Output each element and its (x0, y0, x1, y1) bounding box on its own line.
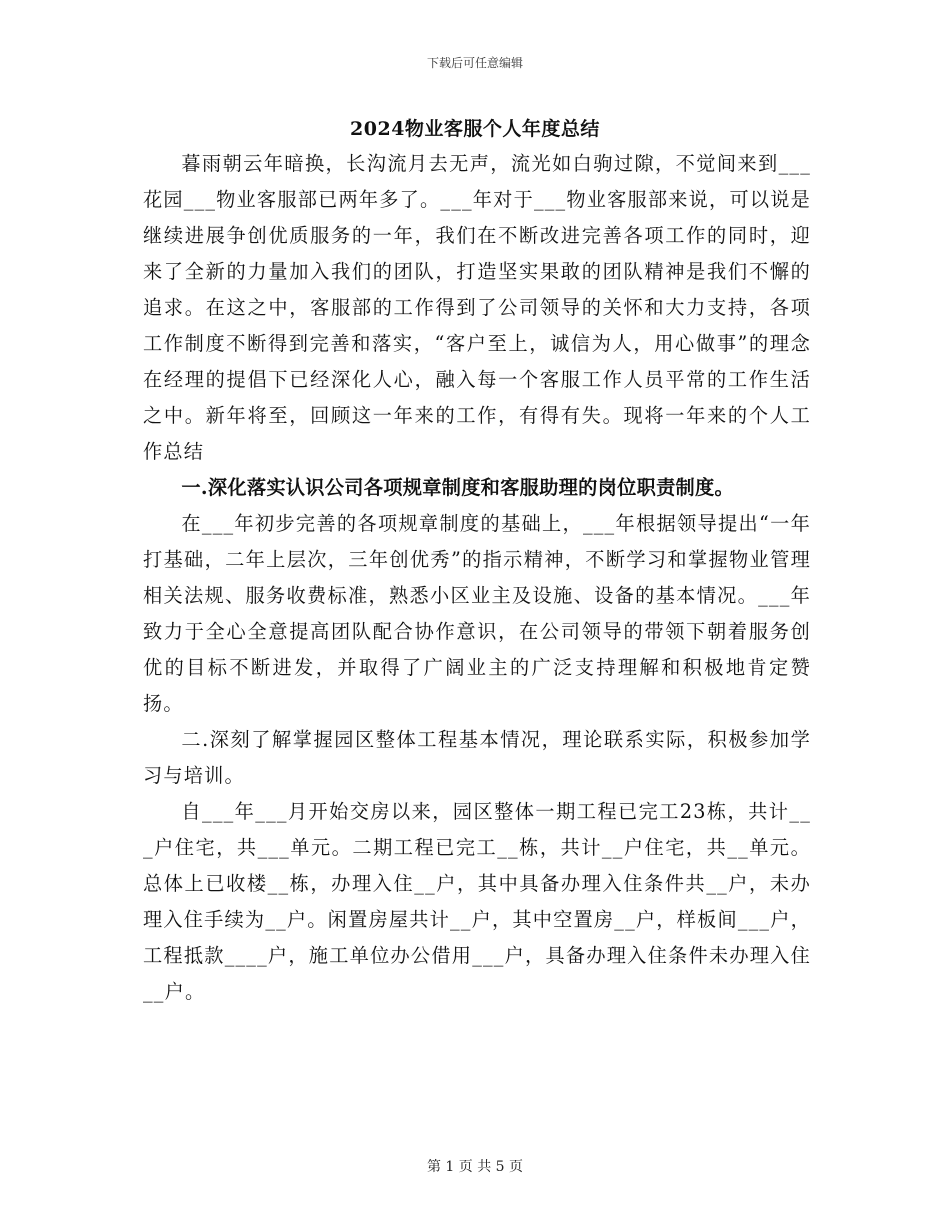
header-note: 下载后可任意编辑 (426, 56, 523, 70)
section-heading-2: 二.深刻了解掌握园区整体工程基本情况，理论联系实际，积极参加学习与培训。 (143, 728, 811, 787)
paragraph-section-2: 自___年___月开始交房以来，园区整体一期工程已完工23栋，共计___户住宅，共___单元。二期工程已完工__栋，共计__户住宅，共__单元。总体上已收楼__栋，办理入住__户，其中具备办理入住条件共__户，未办理入住手续为__户。闲置房屋共计__户，其中空置房__户，样板间___户，工程抵款____户，施工单位办公借用___户，具备办理入住条件未办理入住__户。 (143, 800, 811, 1003)
paragraph-intro: 暮雨朝云年暗换，长沟流月去无声，流光如白驹过隙，不觉间来到___花园___物业客服部已两年多了。___年对于___物业客服部来说，可以说是继续进展争创优质服务的一年，我们在不断改进完善各项工作的同时，迎来了全新的力量加入我们的团队，打造坚实果敢的团队精神是我们不懈的追求。在这之中，客服部的工作得到了公司领导的关怀和大力支持，各项工作制度不断得到完善和落实，“客户至上，诚信为人，用心做事”的理念在经理的提倡下已经深化人心，融入每一个客服工作人员平常的工作生活之中。新年将至，回顾这一年来的工作，有得有失。现将一年来的个人工作总结 (143, 152, 811, 463)
paragraph-section-1: 在___年初步完善的各项规章制度的基础上，___年根据领导提出“一年打基础，二年上层次，三年创优秀”的指示精神，不断学习和掌握物业管理相关法规、服务收费标准，熟悉小区业主及设施、设备的基本情况。___年致力于全心全意提高团队配合协作意识，在公司领导的带领下朝着服务创优的目标不断进发，并取得了广阔业主的广泛支持理解和积极地肯定赞扬。 (143, 512, 811, 715)
document-title: 2024物业客服个人年度总结 (350, 118, 600, 140)
page-footer: 第 1 页 共 5 页 (426, 1159, 524, 1175)
section-heading-1: 一.深化落实认识公司各项规章制度和客服助理的岗位职责制度。 (181, 476, 735, 499)
document-body (143, 146, 811, 1010)
